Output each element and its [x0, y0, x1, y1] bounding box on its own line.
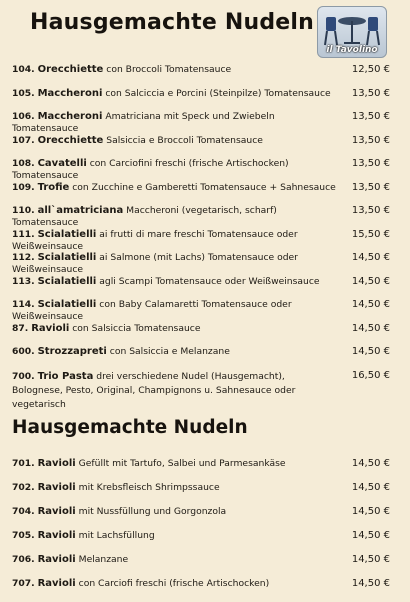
menu-item-price: 14,50 €: [351, 322, 390, 334]
menu-item-number: 109.: [12, 181, 35, 193]
menu-item-description: [12, 554, 344, 566]
menu-item-price: 14,50 €: [351, 506, 390, 517]
menu-item-description: [12, 370, 344, 412]
menu-item-description: [12, 346, 344, 358]
menu-item-name: Trofie: [37, 181, 70, 193]
menu-item-number: 107.: [12, 134, 35, 146]
menu-item: [12, 135, 400, 159]
menu-item-text: con Carciofini freschi (frische Artischocken) Tomatensauce: [12, 158, 289, 181]
menu-item: [12, 554, 400, 578]
menu-item-name: Trio Pasta: [37, 370, 94, 382]
menu-item-description: [12, 323, 344, 335]
menu-item-number: 701.: [12, 458, 35, 469]
menu-item-name: Ravioli: [37, 482, 76, 493]
menu-item-price: 13,50 €: [351, 87, 390, 99]
logo-text: il Tavolino: [326, 45, 378, 55]
menu-item-price: 13,50 €: [351, 205, 390, 216]
menu-item-name: Scialatielli: [37, 252, 97, 263]
menu-item-text: mit Nussfüllung und Gorgonzola: [78, 506, 227, 517]
menu-item-name: Scialatielli: [37, 275, 97, 287]
menu-item-text: agli Scampi Tomatensauce oder Weißweinsauce: [99, 275, 320, 287]
menu-item-text: con Salsiccia Tomatensauce: [72, 322, 201, 334]
menu-item-name: Cavatelli: [37, 158, 87, 169]
menu-item-name: Ravioli: [37, 578, 76, 589]
menu-item-price: 13,50 €: [351, 134, 390, 146]
menu-item-text: ai Salmone (mit Lachs) Tomatensauce oder Weißweinsauce: [12, 252, 298, 275]
menu-item-name: Ravioli: [37, 458, 76, 469]
menu-item-name: Orecchiette: [37, 64, 104, 75]
menu-item-description: [12, 64, 344, 76]
menu-item-description: [12, 299, 344, 323]
menu-item-number: 702.: [12, 482, 35, 493]
menu-item-text: con Broccoli Tomatensauce: [106, 64, 232, 75]
menu-item-number: 108.: [12, 158, 35, 169]
menu-item-text: con Salsiccia e Melanzane: [109, 346, 230, 357]
menu-item-price: 13,50 €: [351, 158, 390, 169]
menu-item-number: 704.: [12, 506, 35, 517]
menu-item-description: [12, 276, 344, 288]
menu-item: [12, 370, 400, 410]
menu-item-text: Gefüllt mit Tartufo, Salbei und Parmesankäse: [78, 458, 286, 469]
menu-item: [12, 182, 400, 206]
menu-item-description: [12, 182, 344, 194]
menu-item-name: Scialatielli: [37, 228, 97, 240]
menu-item-text: con Zucchine e Gamberetti Tomatensauce + Sahnesauce: [72, 181, 336, 193]
menu-item-number: 87.: [12, 322, 29, 334]
menu-item-number: 700.: [12, 370, 35, 382]
menu-item-text: mit Krebsfleisch Shrimpssauce: [78, 482, 220, 493]
menu-item-text: Salsiccia e Broccoli Tomatensauce: [106, 134, 263, 146]
menu-item-name: all`amatriciana: [37, 205, 124, 216]
menu-item: [12, 276, 400, 300]
menu-item-number: 104.: [12, 64, 35, 75]
menu-item: [12, 578, 400, 602]
menu-item-name: Strozzapreti: [37, 346, 107, 357]
menu-item-name: Maccheroni: [37, 111, 103, 122]
menu-item: [12, 88, 400, 112]
menu-item-description: [12, 482, 344, 494]
menu-item-description: [12, 158, 344, 182]
menu-item-name: Scialatielli: [37, 299, 97, 310]
menu-item-name: Ravioli: [37, 506, 76, 517]
menu-item-text: ai frutti di mare freschi Tomatensauce oder Weißweinsauce: [12, 228, 298, 252]
menu-item-text: drei verschiedene Nudel (Hausgemacht), Bolognese, Pesto, Original, Champignons u. Sahnesauce oder vegetarisch: [12, 370, 296, 410]
menu-item-number: 113.: [12, 275, 35, 287]
menu-item-price: 14,50 €: [351, 252, 390, 263]
menu-item-price: 13,50 €: [351, 181, 390, 193]
menu-item-description: [12, 506, 344, 518]
page-title: Hausgemachte Nudeln: [30, 10, 314, 35]
menu-item-price: 14,50 €: [351, 554, 390, 565]
menu-item: [12, 299, 400, 323]
menu-item-price: 14,50 €: [351, 578, 390, 589]
menu-item-price: 14,50 €: [351, 346, 390, 357]
menu-list: [12, 64, 400, 410]
menu-item-price: 14,50 €: [351, 458, 390, 469]
menu-item-number: 600.: [12, 346, 35, 357]
menu-item: [12, 111, 400, 135]
menu-item-number: 114.: [12, 299, 35, 310]
menu-item-number: 110.: [12, 205, 35, 216]
menu-item-description: [12, 88, 344, 100]
menu-item-description: [12, 578, 344, 590]
menu-item-price: 14,50 €: [351, 530, 390, 541]
menu-item: [12, 346, 400, 370]
menu-item-text: con Carciofi freschi (frische Artischocken): [78, 578, 270, 589]
menu-item-name: Ravioli: [37, 530, 76, 541]
menu-item-name: Ravioli: [37, 554, 76, 565]
menu-item-description: [12, 229, 344, 253]
menu-item-number: 112.: [12, 252, 35, 263]
menu-item-price: 16,50 €: [351, 369, 390, 381]
menu-item-number: 105.: [12, 87, 35, 99]
menu-item-name: Ravioli: [31, 322, 70, 334]
menu-item-number: 707.: [12, 578, 35, 589]
menu-item: [12, 482, 400, 506]
menu-item: [12, 530, 400, 554]
menu-item-description: [12, 111, 344, 135]
menu-item-name: Maccheroni: [37, 87, 103, 99]
menu-item: [12, 323, 400, 347]
menu-item-text: mit Lachsfüllung: [78, 530, 155, 541]
menu-item-text: Amatriciana mit Speck und Zwiebeln Tomatensauce: [12, 111, 275, 134]
menu-item: [12, 205, 400, 229]
menu-item: [12, 229, 400, 253]
menu-item-price: 13,50 €: [351, 111, 390, 122]
menu-item-description: [12, 458, 344, 470]
menu-item: [12, 158, 400, 182]
menu-item-text: Melanzane: [78, 554, 129, 565]
menu-item-number: 705.: [12, 530, 35, 541]
menu-item-price: 14,50 €: [351, 482, 390, 493]
menu-item-description: [12, 530, 344, 542]
menu-item-price: 14,50 €: [351, 299, 390, 310]
menu-item: [12, 64, 400, 88]
menu-item-price: 15,50 €: [351, 228, 390, 240]
menu-item-price: 12,50 €: [351, 64, 390, 75]
ravioli-list: [12, 458, 400, 602]
menu-item-description: [12, 135, 344, 147]
menu-item: [12, 458, 400, 482]
menu-item-number: 706.: [12, 554, 35, 565]
menu-item-price: 14,50 €: [351, 275, 390, 287]
menu-item-number: 106.: [12, 111, 35, 122]
menu-item-text: con Salciccia e Porcini (Steinpilze) Tomatensauce: [105, 87, 331, 99]
menu-item-text: con Baby Calamaretti Tomatensauce oder Weißweinsauce: [12, 299, 292, 322]
restaurant-logo: [317, 6, 387, 58]
menu-item-description: [12, 205, 344, 229]
section-title: Hausgemachte Nudeln: [12, 417, 248, 438]
menu-item: [12, 252, 400, 276]
menu-item-number: 111.: [12, 228, 35, 240]
menu-item: [12, 506, 400, 530]
menu-item-text: Maccheroni (vegetarisch, scharf) Tomatensauce: [12, 205, 277, 228]
menu-item-description: [12, 252, 344, 276]
menu-item-name: Orecchiette: [37, 134, 104, 146]
